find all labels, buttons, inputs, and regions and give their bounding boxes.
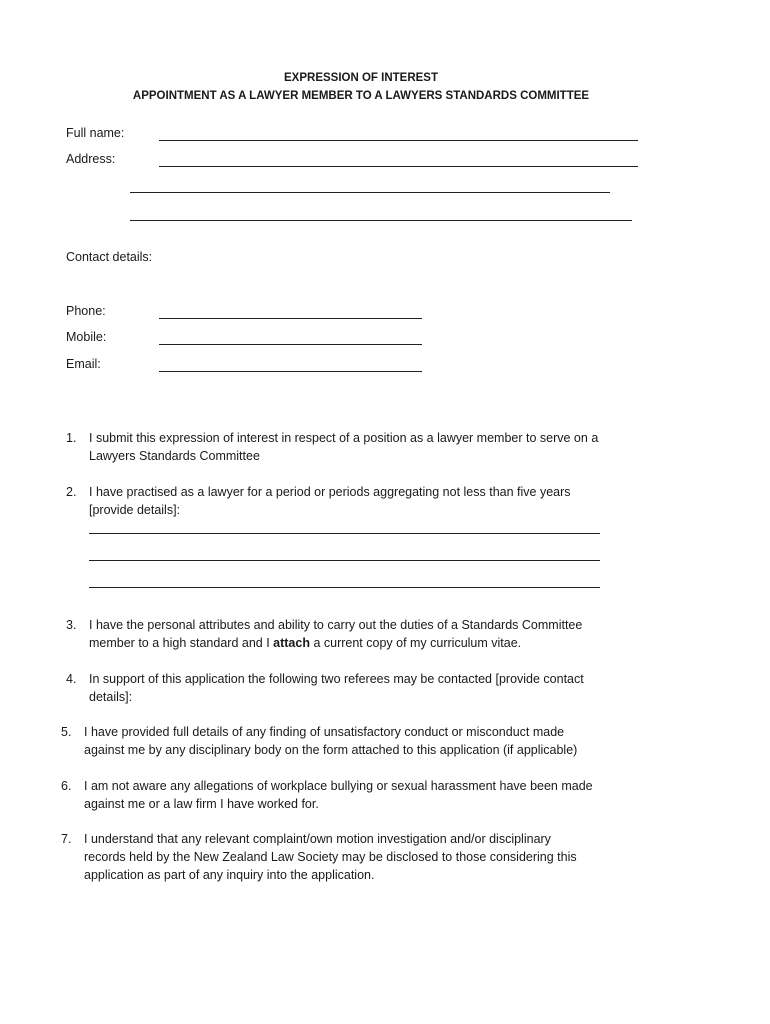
item-number: 6. bbox=[61, 779, 72, 793]
item-number: 4. bbox=[66, 672, 77, 686]
practice-details-line-3[interactable] bbox=[89, 587, 600, 588]
item-3-line-2 bbox=[89, 634, 521, 652]
email-label: Email: bbox=[66, 357, 101, 371]
item-number: 2. bbox=[66, 485, 77, 499]
address-label: Address: bbox=[66, 152, 116, 166]
item-3-text-pre: member to a high standard and I bbox=[89, 636, 274, 650]
item-4-line-1: In support of this application the following two referees may be contacted [provide contact bbox=[89, 672, 584, 686]
item-5-line-1: I have provided full details of any finding of unsatisfactory conduct or misconduct made bbox=[84, 725, 565, 739]
item-6-line-1: I am not aware any allegations of workplace bullying or sexual harassment have been made bbox=[84, 779, 593, 793]
attach-emphasis: attach bbox=[273, 636, 310, 650]
item-3-text-post: a current copy of my curriculum vitae. bbox=[309, 636, 522, 650]
item-number: 3. bbox=[66, 618, 77, 632]
item-3-line-1: I have the personal attributes and ability to carry out the duties of a Standards Committee bbox=[89, 618, 583, 632]
item-number: 1. bbox=[66, 431, 77, 445]
address-field-line-1[interactable] bbox=[159, 166, 638, 167]
full-name-label: Full name: bbox=[66, 126, 125, 140]
item-1-line-2: Lawyers Standards Committee bbox=[89, 449, 260, 463]
document-subtitle: APPOINTMENT AS A LAWYER MEMBER TO A LAWYERS STANDARDS COMMITTEE bbox=[132, 90, 590, 102]
item-number: 7. bbox=[61, 832, 72, 846]
item-2-line-1: I have practised as a lawyer for a period or periods aggregating not less than five years bbox=[89, 485, 571, 499]
mobile-field[interactable] bbox=[159, 344, 422, 345]
item-7-line-3: application as part of any inquiry into the application. bbox=[84, 868, 375, 882]
full-name-field[interactable] bbox=[159, 140, 638, 141]
item-6-line-2: against me or a law firm I have worked for. bbox=[84, 797, 319, 811]
phone-label: Phone: bbox=[66, 304, 106, 318]
phone-field[interactable] bbox=[159, 318, 422, 319]
item-5-line-2: against me by any disciplinary body on the form attached to this application (if applicable) bbox=[84, 743, 578, 757]
item-number: 5. bbox=[61, 725, 72, 739]
contact-details-label: Contact details: bbox=[66, 250, 153, 264]
practice-details-line-2[interactable] bbox=[89, 560, 600, 561]
address-field-line-2[interactable] bbox=[130, 192, 610, 193]
mobile-label: Mobile: bbox=[66, 330, 107, 344]
email-field[interactable] bbox=[159, 371, 422, 372]
item-4-line-2: details]: bbox=[89, 690, 133, 704]
address-field-line-3[interactable] bbox=[130, 220, 632, 221]
document-title: EXPRESSION OF INTEREST bbox=[284, 72, 438, 84]
item-1-line-1: I submit this expression of interest in respect of a position as a lawyer member to serve on a bbox=[89, 431, 599, 445]
practice-details-line-1[interactable] bbox=[89, 533, 600, 534]
item-7-line-2: records held by the New Zealand Law Society may be disclosed to those considering this bbox=[84, 850, 577, 864]
item-2-line-2: [provide details]: bbox=[89, 503, 181, 517]
item-7-line-1: I understand that any relevant complaint/own motion investigation and/or disciplinary bbox=[84, 832, 551, 846]
